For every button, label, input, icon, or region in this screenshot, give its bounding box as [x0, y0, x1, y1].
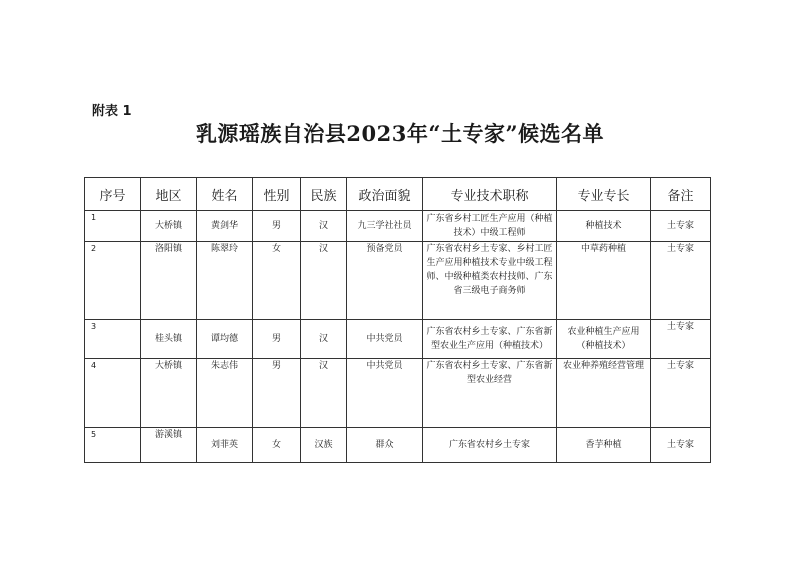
cell-name: 陈翠玲: [197, 242, 253, 320]
cell-ethnicity: 汉: [301, 242, 347, 320]
cell-professional-title: 广东省农村乡土专家、广东省新型农业经营: [423, 359, 557, 428]
cell-professional-title: 广东省农村乡土专家: [423, 428, 557, 463]
column-header-region: 地区: [141, 178, 197, 211]
column-header-specialty: 专业专长: [557, 178, 651, 211]
cell-specialty: 香芋种植: [557, 428, 651, 463]
cell-note: 土专家: [651, 211, 711, 242]
cell-no: 5: [85, 428, 141, 463]
candidate-table: [84, 177, 711, 463]
cell-gender: 男: [253, 320, 301, 359]
cell-region: 大桥镇: [141, 211, 197, 242]
column-header-ethnicity: 民族: [301, 178, 347, 211]
table-row: [85, 242, 711, 320]
cell-no: 3: [85, 320, 141, 359]
cell-political-status: 九三学社社员: [347, 211, 423, 242]
cell-political-status: 中共党员: [347, 320, 423, 359]
table-row: [85, 320, 711, 359]
cell-professional-title: 广东省农村乡土专家、广东省新型农业生产应用（种植技术）: [423, 320, 557, 359]
cell-specialty: 中草药种植: [557, 242, 651, 320]
cell-specialty: 种植技术: [557, 211, 651, 242]
document-title: 乳源瑶族自治县2023年“土专家”候选名单: [195, 121, 605, 146]
cell-ethnicity: 汉族: [301, 428, 347, 463]
cell-note: 土专家: [651, 359, 711, 428]
cell-political-status: 预备党员: [347, 242, 423, 320]
table-row: [85, 428, 711, 463]
table-row: [85, 359, 711, 428]
cell-political-status: 群众: [347, 428, 423, 463]
cell-note: 土专家: [651, 242, 711, 320]
cell-gender: 男: [253, 211, 301, 242]
attachment-label: 附表 1: [92, 104, 132, 119]
cell-name: 刘菲英: [197, 428, 253, 463]
cell-gender: 女: [253, 242, 301, 320]
cell-region: 游溪镇: [141, 428, 197, 463]
table-header-row: [85, 178, 711, 211]
cell-name: 黄剑华: [197, 211, 253, 242]
cell-name: 谭均德: [197, 320, 253, 359]
cell-note: 土专家: [651, 428, 711, 463]
cell-ethnicity: 汉: [301, 320, 347, 359]
cell-region: 大桥镇: [141, 359, 197, 428]
cell-professional-title: 广东省农村乡土专家、乡村工匠生产应用种植技术专业中级工程师、中级种植类农村技师、广东省三级电子商务师: [423, 242, 557, 320]
cell-political-status: 中共党员: [347, 359, 423, 428]
table-row: [85, 211, 711, 242]
cell-region: 洛阳镇: [141, 242, 197, 320]
column-header-name: 姓名: [197, 178, 253, 211]
cell-gender: 男: [253, 359, 301, 428]
column-header-professional-title: 专业技术职称: [423, 178, 557, 211]
cell-professional-title: 广东省乡村工匠生产应用（种植技术）中级工程师: [423, 211, 557, 242]
cell-gender: 女: [253, 428, 301, 463]
column-header-gender: 性别: [253, 178, 301, 211]
cell-ethnicity: 汉: [301, 211, 347, 242]
cell-specialty: 农业种养殖经营管理: [557, 359, 651, 428]
cell-note: 土专家: [651, 320, 711, 359]
cell-no: 2: [85, 242, 141, 320]
column-header-political-status: 政治面貌: [347, 178, 423, 211]
column-header-note: 备注: [651, 178, 711, 211]
column-header-no: 序号: [85, 178, 141, 211]
cell-specialty: 农业种植生产应用（种植技术）: [557, 320, 651, 359]
cell-name: 朱志伟: [197, 359, 253, 428]
cell-region: 桂头镇: [141, 320, 197, 359]
cell-no: 1: [85, 211, 141, 242]
cell-no: 4: [85, 359, 141, 428]
cell-ethnicity: 汉: [301, 359, 347, 428]
